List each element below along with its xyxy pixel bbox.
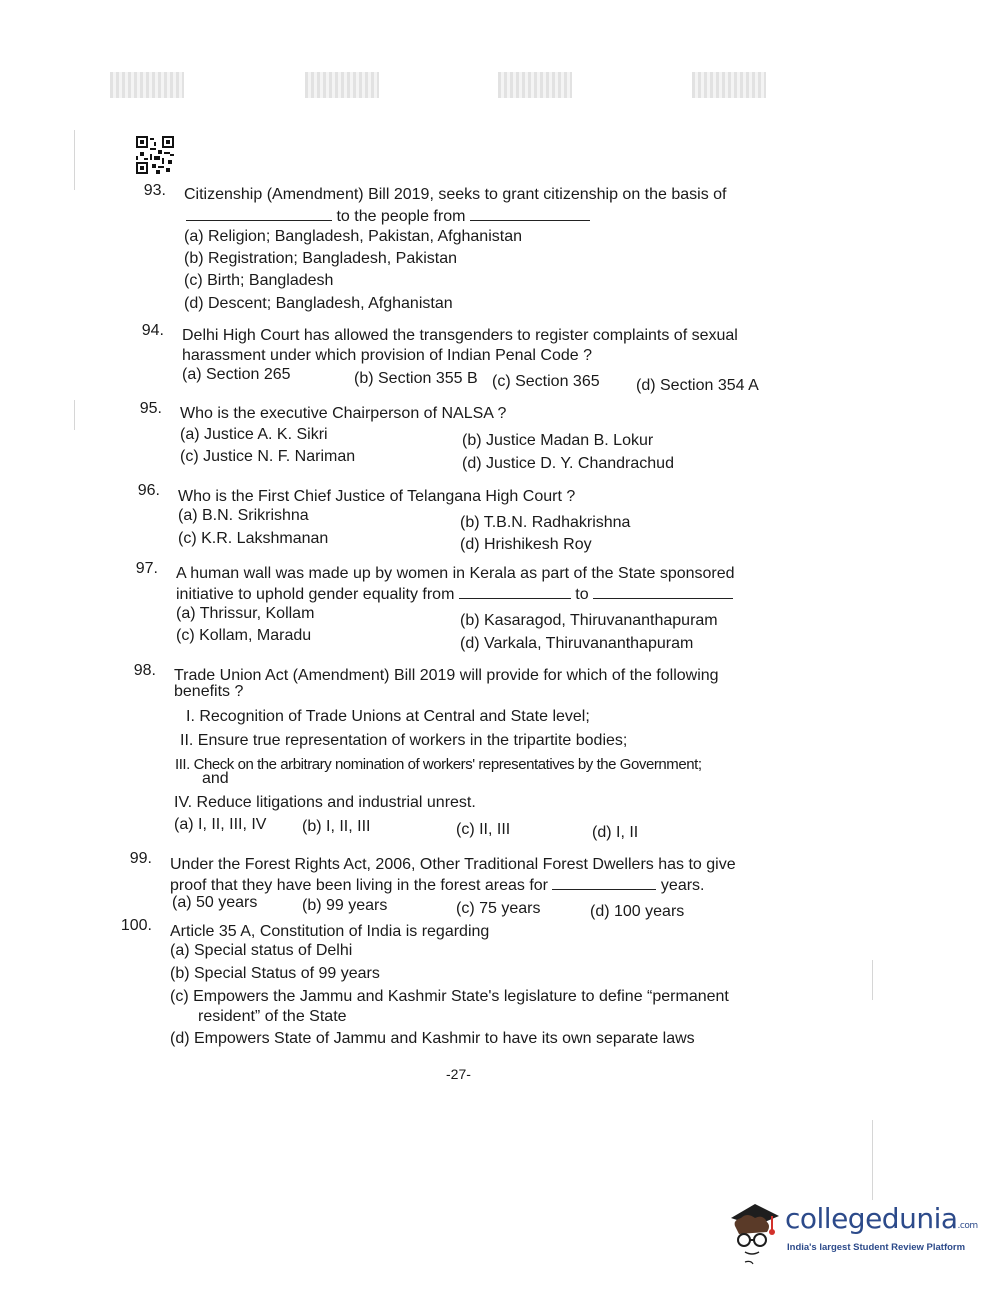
option-a: (a) Religion; Bangladesh, Pakistan, Afghanistan [184,228,522,245]
option-c: (c) Section 365 [492,373,600,390]
option-b: (b) Special Status of 99 years [170,965,380,982]
scan-artifact [305,72,379,98]
option-c-line2: resident” of the State [198,1008,347,1025]
option-c: (c) Justice N. F. Nariman [180,448,356,465]
scan-artifact [692,72,766,98]
answer-blank [552,875,656,890]
question-text: Delhi High Court has allowed the transgenders to register complaints of sexual [182,327,738,344]
question-text: to the people from [336,208,466,225]
option-b: (b) Section 355 B [354,370,478,387]
option-b: (b) I, II, III [302,818,371,835]
brand-tagline: India's largest Student Review Platform [787,1242,966,1253]
statement-iii-and: and [202,770,229,787]
option-a: (a) Section 265 [182,366,291,383]
question-number: 96. [137,482,160,499]
option-a: (a) 50 years [172,894,258,911]
question-text-line2 [176,584,733,605]
option-b: (b) 99 years [302,897,388,914]
answer-blank [459,584,571,599]
question-number: 93. [143,182,166,199]
question-text-line2: harassment under which provision of Indian Penal Code ? [182,347,593,364]
question-text: years. [660,877,705,894]
option-b: (b) Registration; Bangladesh, Pakistan [184,250,458,267]
scan-artifact [498,72,572,98]
statement-iv: IV. Reduce litigations and industrial unrest. [174,794,476,811]
scan-edge-line [872,960,873,1000]
option-d: (d) 100 years [590,903,685,920]
question-text: to [575,586,589,603]
question-text: Article 35 A, Constitution of India is regarding [170,923,490,940]
option-d: (d) Descent; Bangladesh, Afghanistan [184,295,453,312]
statement-ii: II. Ensure true representation of workers in the tripartite bodies; [180,732,628,749]
answer-blank [186,206,332,221]
question-number: 97. [135,560,158,577]
scan-edge-line [872,1120,873,1200]
question-text: Citizenship (Amendment) Bill 2019, seeks to grant citizenship on the basis of [184,186,727,203]
question-text: A human wall was made up by women in Kerala as part of the State sponsored [176,565,735,582]
mascot-icon [725,1196,783,1266]
page-number: -27- [446,1066,471,1082]
option-c: (c) Empowers the Jammu and Kashmir State's legislature to define “permanent [170,988,729,1005]
option-b: (b) Kasaragod, Thiruvananthapuram [460,612,718,629]
option-d: (d) Empowers State of Jammu and Kashmir to have its own separate laws [170,1030,695,1047]
question-text-line2 [170,875,705,896]
option-a: (a) I, II, III, IV [174,816,267,833]
question-text: Trade Union Act (Amendment) Bill 2019 will provide for which of the following [174,667,719,684]
option-d: (d) I, II [592,824,639,841]
qr-code [136,136,174,174]
option-c: (c) II, III [456,821,511,838]
question-text: Under the Forest Rights Act, 2006, Other Traditional Forest Dwellers has to give [170,856,736,873]
option-a: (a) Thrissur, Kollam [176,605,315,622]
question-text-line2 [186,206,590,227]
brand-suffix: .com [957,1221,978,1231]
question-number: 99. [129,850,152,867]
question-text: proof that they have been living in the forest areas for [170,877,549,894]
question-number: 94. [141,322,164,339]
question-number: 100. [120,917,152,934]
option-c: (c) Birth; Bangladesh [184,272,334,289]
option-b: (b) T.B.N. Radhakrishna [460,514,631,531]
brand-text: collegedunia [785,1202,958,1235]
option-d: (d) Section 354 A [636,377,759,394]
brand-name [785,1202,978,1235]
option-b: (b) Justice Madan B. Lokur [462,432,654,449]
option-a: (a) Justice A. K. Sikri [180,426,328,443]
scan-edge-line [74,400,75,430]
question-text: Who is the executive Chairperson of NALSA ? [180,405,507,422]
answer-blank [593,584,733,599]
collegedunia-watermark [725,1196,978,1266]
option-c: (c) 75 years [456,900,541,917]
question-text: Who is the First Chief Justice of Telangana High Court ? [178,488,576,505]
option-d: (d) Varkala, Thiruvananthapuram [460,635,694,652]
question-text-line2: benefits ? [174,683,244,700]
option-a: (a) Special status of Delhi [170,942,353,959]
question-number: 95. [139,400,162,417]
option-c: (c) K.R. Lakshmanan [178,530,329,547]
option-c: (c) Kollam, Maradu [176,627,312,644]
answer-blank [470,206,590,221]
statement-i: I. Recognition of Trade Unions at Central and State level; [186,708,590,725]
question-number: 98. [133,662,156,679]
option-a: (a) B.N. Srikrishna [178,507,309,524]
statement-iii: III. Check on the arbitrary nomination of workers' representatives by the Government; [175,756,702,773]
option-d: (d) Hrishikesh Roy [460,536,592,553]
scan-artifact [110,72,184,98]
scan-edge-line [74,130,75,190]
question-text: initiative to uphold gender equality from [176,586,455,603]
option-d: (d) Justice D. Y. Chandrachud [462,455,674,472]
